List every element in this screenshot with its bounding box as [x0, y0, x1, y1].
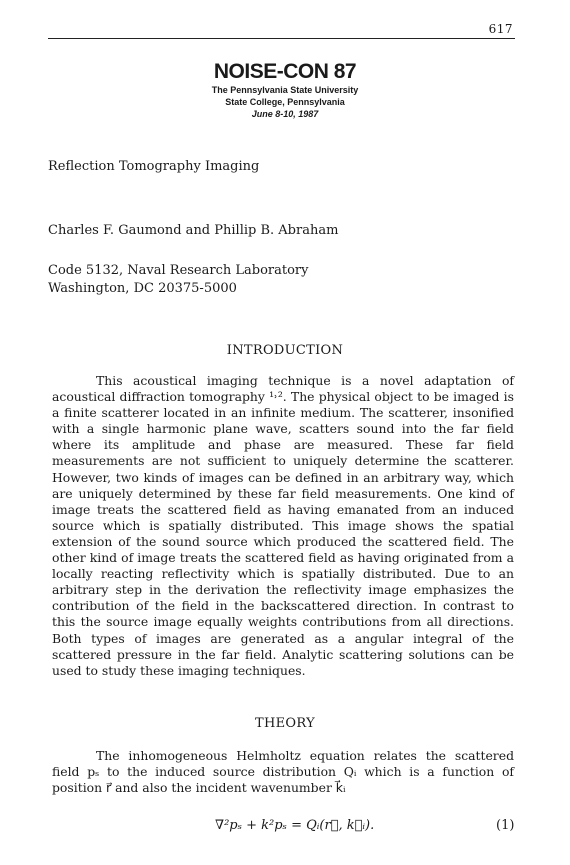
conference-location: State College, Pennsylvania — [225, 97, 345, 107]
theory-heading: THEORY — [255, 716, 315, 731]
theory-paragraph: The inhomogeneous Helmholtz equation relates the scattered field pₛ to the induced source distribution Qᵢ which is a function of position r⃗ and also the incident wavenumber k⃗ᵢ — [52, 748, 514, 796]
header-rule — [48, 38, 515, 39]
conference-block — [0, 60, 570, 120]
conference-date: June 8-10, 1987 — [251, 109, 319, 119]
affiliation-line2: Washington, DC 20375-5000 — [48, 281, 237, 296]
conference-university: The Pennsylvania State University — [211, 85, 359, 95]
equation-number: (1) — [496, 818, 515, 833]
affiliation-line1: Code 5132, Naval Research Laboratory — [48, 263, 309, 278]
page-number: 617 — [488, 22, 513, 36]
introduction-heading: INTRODUCTION — [226, 343, 344, 358]
paper-authors: Charles F. Gaumond and Phillip B. Abraham — [48, 223, 339, 238]
conference-title: NOISE-CON 87 — [213, 60, 357, 83]
equation-1: ∇²pₛ + k²pₛ = Qᵢ(r⃗, k⃗ᵢ). — [215, 818, 375, 833]
paper-title: Reflection Tomography Imaging — [48, 159, 260, 174]
introduction-paragraph: This acoustical imaging technique is a novel adaptation of acoustical diffraction tomography ¹˒². The physical object to be imaged is a finite scatterer located in an infinite medium. The scatterer, insonified with a single harmonic plane wave, scatters sound into the far field where its amplitude and phase are measured. These far field measurements are not sufficient to uniquely determine the scatterer. However, two kinds of images can be defined in an arbitrary way, which are uniquely determined by these far field measurements. One kind of image treats the scattered field as having emanated from an induced source which is spatially distributed. This image shows the spatial extension of the sound source which produced the scattered field. The other kind of image treats the scattered field as having originated from a locally reacting reflectivity which is spatially distributed. Due to an arbitrary step in the derivation the reflectivity image emphasizes the contribution of the field in the backscattered direction. In contrast to this the source image equally weights contributions from all directions. Both types of images are generated as a angular integral of the scattered pressure in the far field. Analytic scattering solutions can be used to study these imaging techniques. — [52, 373, 514, 678]
